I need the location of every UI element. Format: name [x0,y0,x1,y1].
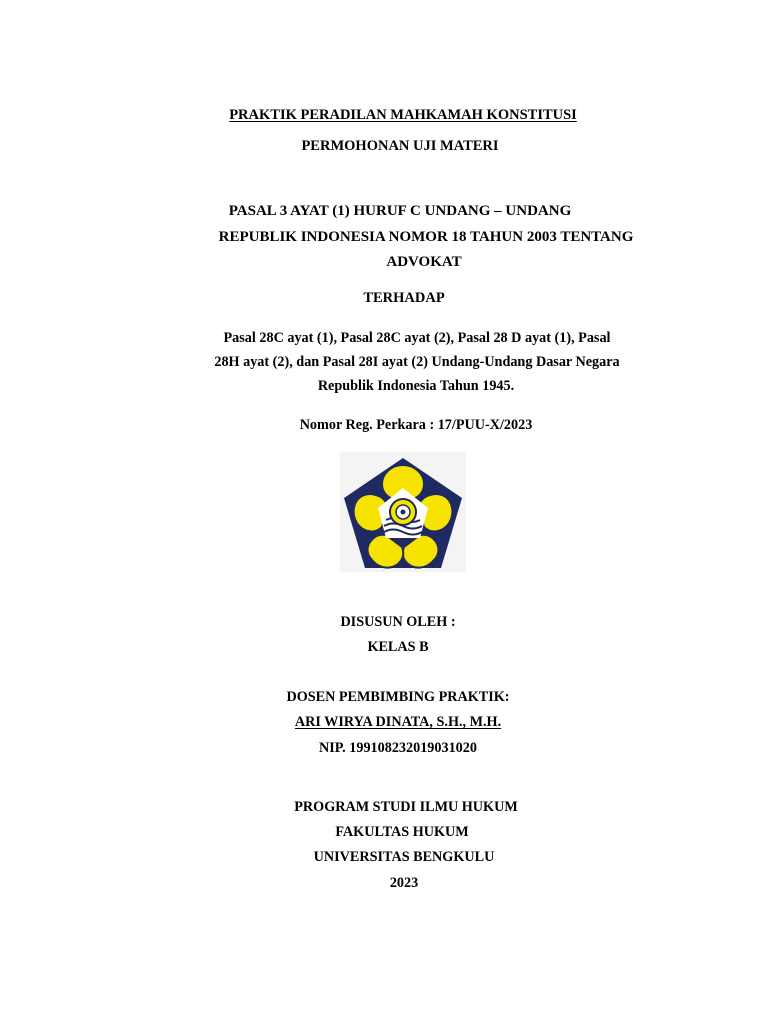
document-year: 2023 [389,875,419,891]
articles-line-1: Pasal 28C ayat (1), Pasal 28C ayat (2), Pasal 28 D ayat (1), Pasal [223,330,611,346]
subject-line-2: REPUBLIK INDONESIA NOMOR 18 TAHUN 2003 TENTANG [218,229,634,245]
author-class: KELAS B [367,639,429,655]
against-heading: TERHADAP [363,290,445,306]
author-label: DISUSUN OLEH : [340,614,456,630]
subject-line-1: PASAL 3 AYAT (1) HURUF C UNDANG – UNDANG [228,203,572,219]
document-subtitle: PERMOHONAN UJI MATERI [301,138,499,154]
case-number: Nomor Reg. Perkara : 17/PUU-X/2023 [299,417,533,433]
supervisor-name: ARI WIRYA DINATA, S.H., M.H. [294,714,502,730]
articles-line-3: Republik Indonesia Tahun 1945. [317,378,515,394]
university-emblem-icon [340,452,466,572]
faculty-name: FAKULTAS HUKUM [335,824,469,840]
document-title: PRAKTIK PERADILAN MAHKAMAH KONSTITUSI [229,107,577,123]
university-name: UNIVERSITAS BENGKULU [313,849,495,865]
study-program: PROGRAM STUDI ILMU HUKUM [294,799,518,815]
articles-line-2: 28H ayat (2), dan Pasal 28I ayat (2) Undang-Undang Dasar Negara [214,354,620,370]
subject-line-3: ADVOKAT [386,254,462,270]
supervisor-nip: NIP. 199108232019031020 [319,740,477,756]
supervisor-label: DOSEN PEMBIMBING PRAKTIK: [286,689,510,705]
